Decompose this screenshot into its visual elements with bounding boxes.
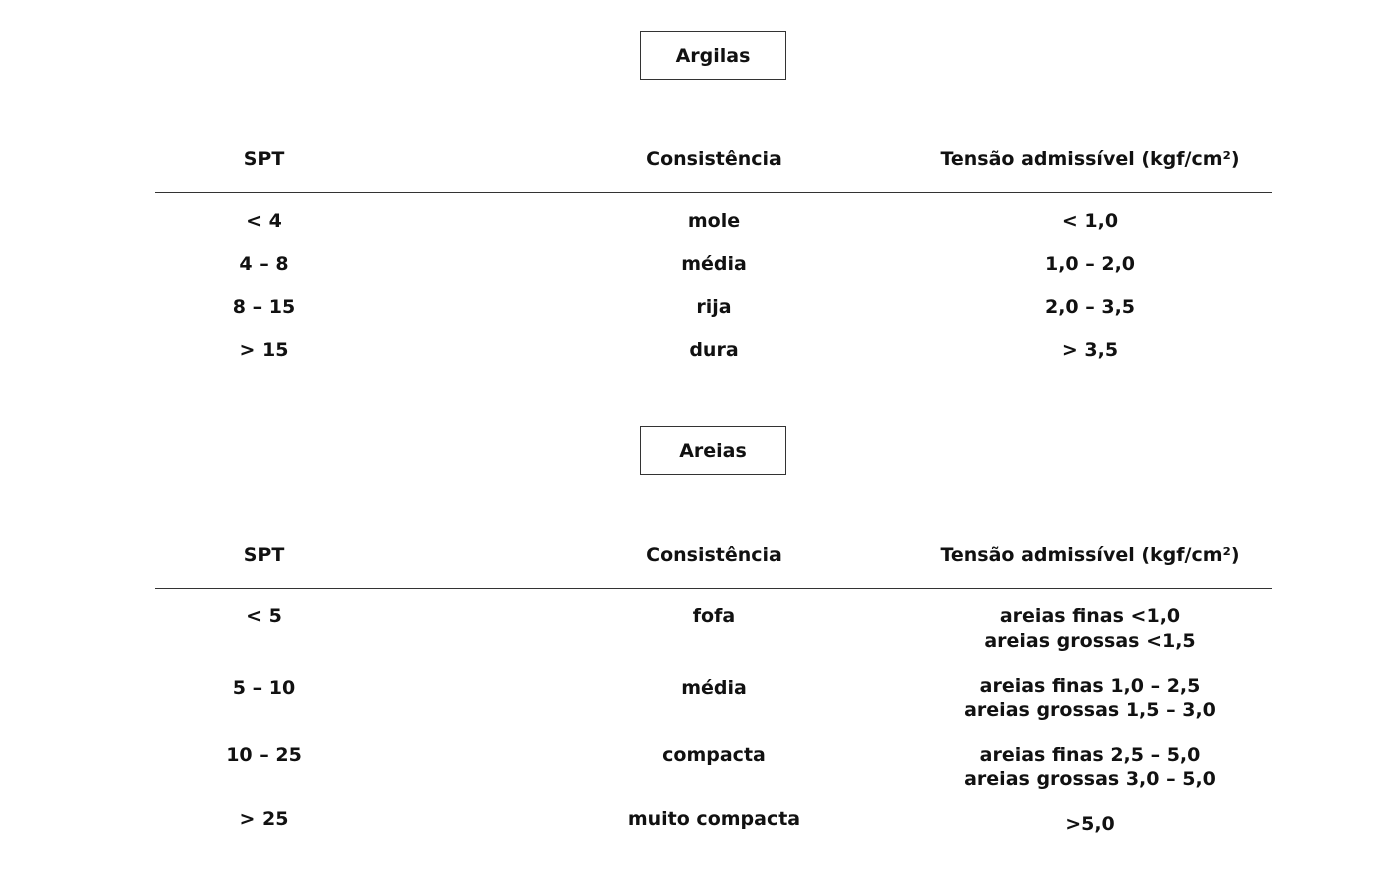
consistencia-cell: média [681, 253, 747, 275]
tensao-cell: 1,0 – 2,0 [1044, 253, 1136, 275]
areias-title-box [640, 426, 786, 475]
tensao-cell: > 3,5 [1061, 339, 1119, 361]
spt-cell: < 4 [246, 210, 282, 232]
areias-header-spt: SPT [243, 544, 285, 566]
consistencia-cell: compacta [662, 744, 766, 766]
spt-cell: > 25 [239, 808, 289, 830]
areias-header-consistencia: Consistência [646, 544, 782, 566]
argilas-header-consistencia: Consistência [646, 148, 782, 170]
consistencia-cell: fofa [692, 605, 736, 627]
consistencia-cell: média [681, 677, 747, 699]
tensao-cell-grossas: areias grossas <1,5 [984, 630, 1196, 652]
spt-cell: 8 – 15 [232, 296, 296, 318]
areias-header-divider [155, 588, 1272, 589]
consistencia-cell: dura [689, 339, 739, 361]
tensao-cell-finas: areias finas 1,0 – 2,5 [979, 675, 1201, 697]
areias-header-tensao: Tensão admissível (kgf/cm²) [940, 544, 1240, 566]
tensao-cell: 2,0 – 3,5 [1044, 296, 1136, 318]
argilas-header-divider [155, 192, 1272, 193]
tensao-cell: >5,0 [1065, 813, 1115, 835]
tensao-cell-grossas: areias grossas 1,5 – 3,0 [964, 699, 1216, 721]
spt-cell: < 5 [246, 605, 282, 627]
tensao-cell-finas: areias finas <1,0 [999, 605, 1181, 627]
spt-cell: 4 – 8 [239, 253, 289, 275]
argilas-title: Argilas [675, 44, 751, 67]
tensao-cell-finas: areias finas 2,5 – 5,0 [979, 744, 1201, 766]
consistencia-cell: muito compacta [627, 808, 801, 830]
consistencia-cell: rija [696, 296, 732, 318]
tensao-cell-grossas: areias grossas 3,0 – 5,0 [964, 768, 1216, 790]
spt-cell: 5 – 10 [232, 677, 296, 699]
argilas-header-tensao: Tensão admissível (kgf/cm²) [940, 148, 1240, 170]
tensao-cell: < 1,0 [1061, 210, 1119, 232]
spt-cell: 10 – 25 [226, 744, 302, 766]
argilas-header-spt: SPT [243, 148, 285, 170]
spt-cell: > 15 [239, 339, 289, 361]
consistencia-cell: mole [687, 210, 741, 232]
areias-title: Areias [679, 439, 747, 462]
argilas-title-box [640, 31, 786, 80]
